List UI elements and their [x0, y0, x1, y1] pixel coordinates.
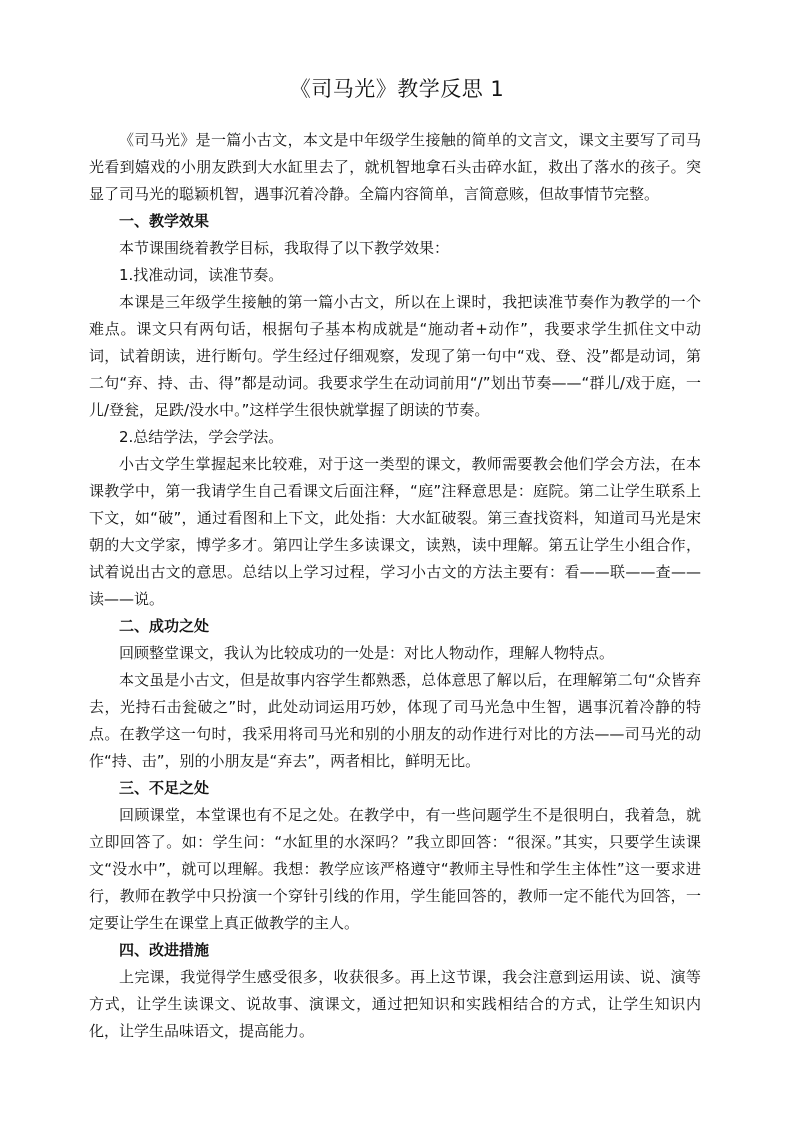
section-heading-teaching-effect: 一、教学效果 — [119, 212, 210, 230]
paragraph: 回顾课堂，本堂课也有不足之处。在教学中，有一些问题学生不是很明白，我着急，就立即回答了。如：学生问：“水缸里的水深吗？”我立即回答：“很深。”其实，只要学生读课文“没水中”，就可以理解。我想：教学应该严格遵守“教师主导性和学生主体性”这一要求进行，教师在教学中只扮演一个穿针引线的作用，学生能回答的，教师一定不能代为回答，一定要让学生在课堂上真正做教学的主人。 — [89, 806, 701, 932]
paragraph: 小古文学生掌握起来比较难，对于这一类型的课文，教师需要教会他们学会方法，在本课教学中，第一我请学生自己看课文后面注释，“庭”注释意思是：庭院。第二让学生联系上下文，如“破”，通过看图和上下文，此处指：大水缸破裂。第三查找资料，知道司马光是宋朝的大文学家，博学多才。第四让学生多读课文，读熟，读中理解。第五让学生小组合作，试着说出古文的意思。总结以上学习过程，学习小古文的方法主要有：看——联——查——读——说。 — [89, 455, 701, 608]
section-heading-improvements: 四、改进措施 — [119, 941, 210, 959]
intro-paragraph: 《司马光》是一篇小古文，本文是中年级学生接触的简单的文言文，课文主要写了司马光看到嬉戏的小朋友跌到大水缸里去了，就机智地拿石头击碎水缸，救出了落水的孩子。突显了司马光的聪颖机智，遇事沉着冷静。全篇内容简单，言简意赅，但故事情节完整。 — [89, 131, 701, 203]
document-body — [89, 127, 701, 1045]
paragraph: 本课是三年级学生接触的第一篇小古文，所以在上课时，我把读准节奏作为教学的一个难点。课文只有两句话，根据句子基本构成就是“施动者+动作”，我要求学生抓住文中动词，试着朗读，进行断句。学生经过仔细观察，发现了第一句中“戏、登、没”都是动词，第二句“弃、持、击、得”都是动词。我要求学生在动词前用“/”划出节奏——“群儿/戏于庭，一儿/登瓮，足跌/没水中。”这样学生很快就掌握了朗读的节奏。 — [89, 293, 701, 419]
paragraph: 本节课围绕着教学目标，我取得了以下教学效果： — [119, 239, 450, 257]
paragraph: 回顾整堂课文，我认为比较成功的一处是：对比人物动作，理解人物特点。 — [119, 644, 615, 662]
section-heading-successes: 二、成功之处 — [119, 617, 210, 635]
paragraph: 上完课，我觉得学生感受很多，收获很多。再上这节课，我会注意到运用读、说、演等方式，让学生读课文、说故事、演课文，通过把知识和实践相结合的方式，让学生知识内化，让学生品味语文，提高能力。 — [89, 968, 701, 1040]
subheading-learning-methods: 2.总结学法，学会学法。 — [119, 428, 284, 446]
section-heading-shortcomings: 三、不足之处 — [119, 779, 210, 797]
subheading-verbs-rhythm: 1.找准动词，读准节奏。 — [119, 266, 284, 284]
paragraph: 本文虽是小古文，但是故事内容学生都熟悉，总体意思了解以后，在理解第二句“众皆弃去，光持石击瓮破之”时，此处动词运用巧妙，体现了司马光急中生智，遇事沉着冷静的特点。在教学这一句时，我采用将司马光和别的小朋友的动作进行对比的方法——司马光的动作“持、击”，别的小朋友是“弃去”，两者相比，鲜明无比。 — [89, 671, 701, 770]
document-title: 《司马光》教学反思 1 — [289, 77, 505, 101]
